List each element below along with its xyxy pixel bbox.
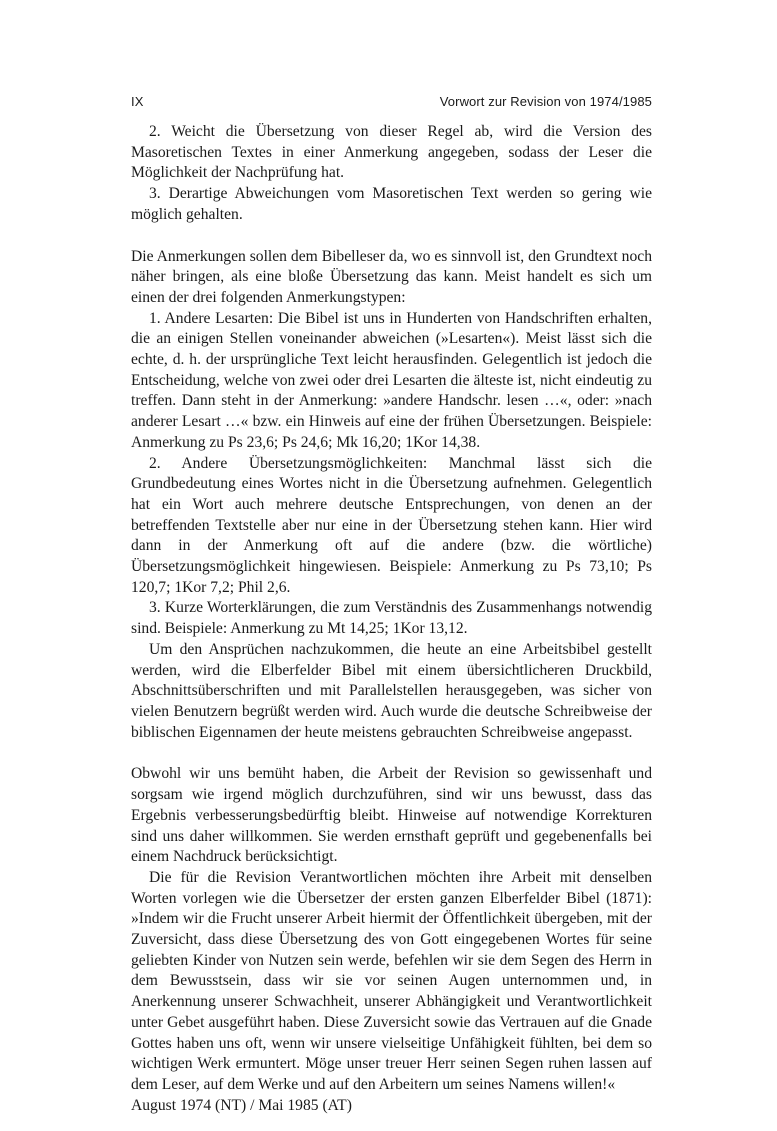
running-header <box>131 92 652 112</box>
section-gap <box>131 743 652 764</box>
section-gap <box>131 226 652 247</box>
section-1 <box>131 122 652 226</box>
section-3 <box>131 764 652 1116</box>
page-number: IX <box>131 94 144 109</box>
paragraph: 1. Andere Lesarten: Die Bibel ist uns in Hunderten von Handschriften erhalten, die an einigen Stellen voneinander abweichen (»Lesarten«). Meist lässt sich die echte, d. h. der ursprüngliche Text leicht herausfinden. Gelegentlich ist jedoch die Entscheidung, welche von zwei oder drei Lesarten die älteste ist, nicht eindeutig zu treffen. Dann steht in der Anmerkung: »andere Handschr. lesen …«, oder: »nach anderer Lesart …« bzw. ein Hinweis auf eine der frühen Übersetzungen. Beispiele: Anmerkung zu Ps 23,6; Ps 24,6; Mk 16,20; 1Kor 14,38. <box>131 309 652 451</box>
date-signature: August 1974 (NT) / Mai 1985 (AT) <box>131 1096 352 1114</box>
section-2 <box>131 247 652 744</box>
paragraph: 3. Kurze Worterklärungen, die zum Verständnis des Zusammenhangs notwendig sind. Beispiele: Anmerkung zu Mt 14,25; 1Kor 13,12. <box>131 599 652 638</box>
running-title: Vorwort zur Revision von 1974/1985 <box>439 94 652 109</box>
page <box>131 92 652 1116</box>
paragraph: 2. Andere Übersetzungsmöglichkeiten: Manchmal lässt sich die Grundbedeutung eines Wortes nicht in die Übersetzung aufnehmen. Gelegentlich hat ein Wort auch mehrere deutsche Entsprechungen, von denen an der betreffenden Textstelle aber nur eine in der Übersetzung stehen kann. Hier wird dann in der Anmerkung oft auf die andere (bzw. die wörtliche) Übersetzungsmöglichkeit hingewiesen. Beispiele: Anmerkung zu Ps 73,10; Ps 120,7; 1Kor 7,2; Phil 2,6. <box>131 454 652 596</box>
paragraph: Die Anmerkungen sollen dem Bibelleser da, wo es sinnvoll ist, den Grundtext noch näher bringen, als eine bloße Übersetzung das kann. Meist handelt es sich um einen der drei folgenden Anmerkungstypen: <box>131 247 652 306</box>
paragraph: Um den Ansprüchen nachzukommen, die heute an eine Arbeitsbibel gestellt werden, wird die Elberfelder Bibel mit einem übersichtlicheren Druckbild, Abschnittsüberschriften und mit Parallelstellen herausgegeben, was sicher von vielen Benutzern begrüßt werden wird. Auch wurde die deutsche Schreibweise der biblischen Eigennamen der heute meistens gebrauchten Schreibweise angepasst. <box>131 640 652 741</box>
paragraph: 2. Weicht die Übersetzung von dieser Regel ab, wird die Version des Masoretischen Textes in einer Anmerkung angegeben, sodass der Leser die Möglichkeit der Nachprüfung hat. <box>131 123 652 182</box>
paragraph: Obwohl wir uns bemüht haben, die Arbeit der Revision so gewissenhaft und sorgsam wie irgend möglich durchzuführen, sind wir uns bewusst, dass das Ergebnis verbesserungsbedürftig bleibt. Hinweise auf notwendige Korrekturen sind uns daher willkommen. Sie werden ernsthaft geprüft und gegebenenfalls bei einem Nachdruck berücksichtigt. <box>131 765 652 866</box>
paragraph: Die für die Revision Verantwortlichen möchten ihre Arbeit mit denselben Worten vorlegen wie die Übersetzer der ersten ganzen Elberfelder Bibel (1871): »Indem wir die Frucht unserer Arbeit hiermit der Öffentlichkeit übergeben, mit der Zuversicht, dass diese Übersetzung des von Gott eingegebenen Wortes für seine geliebten Kinder von Nutzen sein werde, befehlen wir sie dem Segen des Herrn in dem Bewusstsein, dass wir sie vor seinen Augen unternommen und, in Anerkennung unserer Schwachheit, unserer Abhängigkeit und Verantwortlichkeit unter Gebet ausgeführt haben. Diese Zuversicht sowie das Vertrauen auf die Gnade Gottes haben uns oft, wenn wir unsere vielseitige Unfähigkeit fühlten, bei dem so wichtigen Werk ermuntert. Möge unser treuer Herr seinen Segen ruhen lassen auf dem Leser, auf dem Werke und auf den Arbeitern um seines Namens willen!« <box>131 868 652 1093</box>
paragraph: 3. Derartige Abweichungen vom Masoretischen Text werden so gering wie möglich gehalten. <box>131 185 652 223</box>
